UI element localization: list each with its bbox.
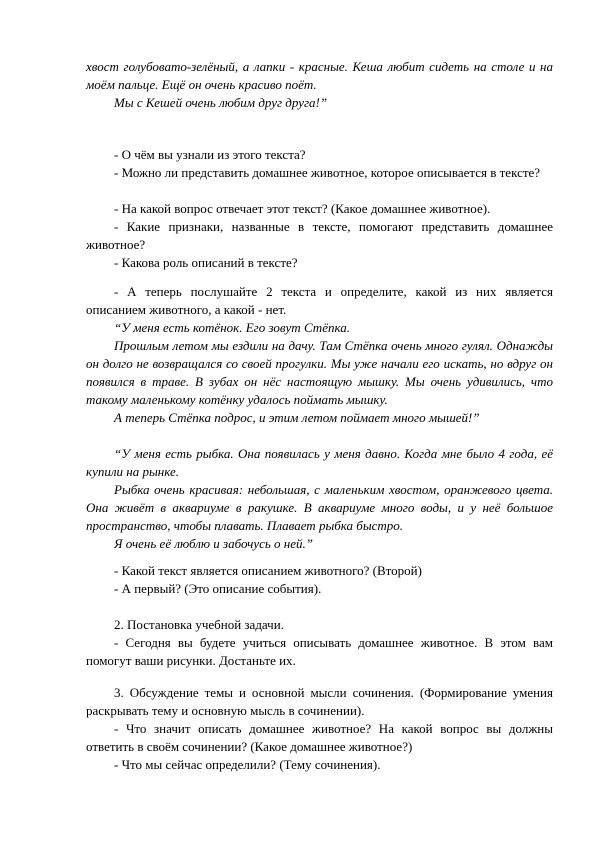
question-line: - На какой вопрос отвечает этот текст? (Какое домашнее животное). bbox=[114, 201, 491, 216]
story-line: А теперь Стёпка подрос, и этим летом поймает много мышей!” bbox=[114, 410, 480, 425]
story-paragraph: “У меня есть рыбка. Она появилась у меня давно. Когда мне было 4 года, её купили на рынке. bbox=[86, 446, 553, 479]
text-paragraph: - Сегодня вы будете учиться описывать домашнее животное. В этом вам помогут ваши рисунки. Достаньте их. bbox=[86, 635, 553, 668]
story-line: “У меня есть котёнок. Его зовут Стёпка. bbox=[114, 320, 350, 335]
section-heading: 3. Обсуждение темы и основной мысли сочинения. (Формирование умения раскрывать тему и основную мысль в сочинении). bbox=[86, 685, 553, 718]
question-line: - Какие признаки, названные в тексте, помогают представить домашнее животное? bbox=[86, 219, 553, 252]
question-line: - Можно ли представить домашнее животное, которое описывается в тексте? bbox=[114, 165, 541, 180]
question-line: - О чём вы узнали из этого текста? bbox=[114, 147, 306, 162]
story-line: Я очень её люблю и забочусь о ней.” bbox=[114, 536, 314, 551]
story-paragraph: Рыбка очень красивая: небольшая, с маленьким хвостом, оранжевого цвета. Она живёт в аквариуме в ракушке. В аквариуме много воды, и у неё большое пространство, чтобы плавать. Плавает рыбка быстро. bbox=[86, 482, 553, 533]
question-line: - Какой текст является описанием животного? (Второй) bbox=[114, 563, 422, 578]
story-paragraph: Прошлым летом мы ездили на дачу. Там Стёпка очень много гулял. Однажды он долго не возвращался со своей прогулки. Мы уже начали его искать, но вдруг он появился в траве. В зубах он нёс настоящую мышку. Мы очень удивились, что такому маленькому котёнку удалось поймать мышку. bbox=[86, 338, 553, 407]
question-line: - Что мы сейчас определили? (Тему сочинения). bbox=[114, 757, 381, 772]
instruction-paragraph: - А теперь послушайте 2 текста и определите, какой из них является описанием животного, а какой - нет. bbox=[86, 284, 553, 317]
question-line: - Что значит описать домашнее животное? На какой вопрос вы должны ответить в своём сочинении? (Какое домашнее животное?) bbox=[86, 721, 553, 754]
question-line: - Какова роль описаний в тексте? bbox=[114, 255, 298, 270]
text-paragraph: хвост голубовато-зелёный, а лапки - красные. Кеша любит сидеть на столе и на моём пальце. Ещё он очень красиво поёт. bbox=[86, 59, 553, 92]
question-line: - А первый? (Это описание события). bbox=[114, 581, 322, 596]
text-paragraph: Мы с Кешей очень любим друг друга!” bbox=[114, 95, 328, 110]
section-heading: 2. Постановка учебной задачи. bbox=[114, 617, 284, 632]
